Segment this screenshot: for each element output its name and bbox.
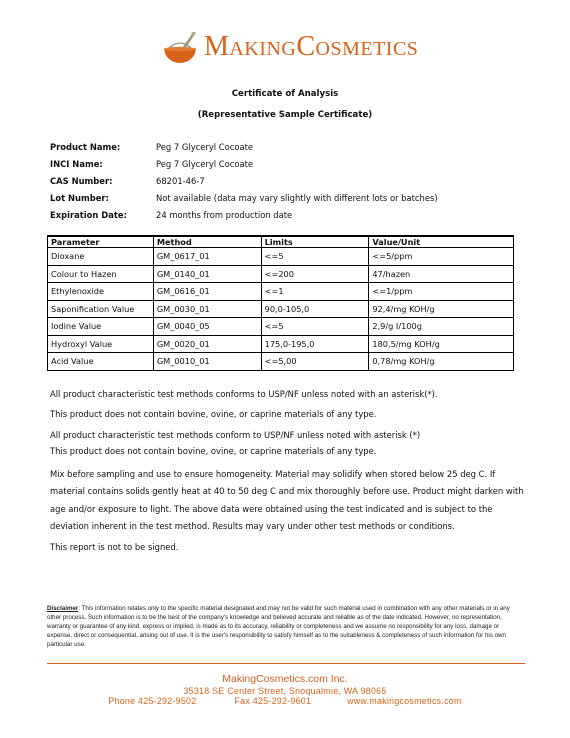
table-cell: 90,0-105,0: [261, 300, 369, 318]
product-info: [50, 138, 438, 223]
table-cell: 2,9/g I/100g: [369, 318, 514, 336]
info-label: Product Name:: [50, 141, 121, 152]
table-row: [48, 318, 514, 336]
table-row: [48, 248, 514, 266]
info-label: Expiration Date:: [50, 209, 127, 220]
table-cell: Iodine Value: [48, 318, 154, 336]
signature-note: This report is not to be signed.: [50, 542, 179, 552]
column-header: Method: [153, 236, 261, 248]
usp-note-repeat: All product characteristic test methods conform to USP/NF unless noted with asterisk (*): [50, 430, 421, 440]
table-cell: GM_0020_01: [153, 335, 261, 353]
table-cell: GM_0617_01: [153, 248, 261, 266]
table-row: [48, 283, 514, 301]
bovine-statement-repeat: This product does not contain bovine, ovine, or caprine materials of any type.: [50, 446, 377, 456]
info-label: CAS Number:: [50, 175, 113, 186]
footer-contacts: [0, 696, 570, 706]
handling-instructions: Mix before sampling and use to ensure homogeneity. Material may solidify when stored below 25 deg C. If material contains solids gently heat at 40 to 50 deg C and mix thoroughly before use. Product might darken with age and/or exposure to light. The above data were obtained using the test indicated and is subject to the deviation inherent in the test method. Results may vary under other test methods or conditions.: [50, 469, 524, 531]
table-cell: <=5/ppm: [369, 248, 514, 266]
table-cell: Colour to Hazen: [48, 265, 154, 283]
column-header: Parameter: [48, 236, 154, 248]
table-cell: Dioxane: [48, 248, 154, 266]
table-cell: Acid Value: [48, 353, 154, 371]
info-value: 24 months from production date: [156, 209, 293, 220]
brand-logo: [160, 28, 418, 66]
brand-name: MakingCosmetics: [204, 31, 419, 62]
footer-phone: Phone 425-292-9502: [108, 696, 197, 706]
info-value: Peg 7 Glyceryl Cocoate: [156, 158, 254, 169]
table-cell: <=5: [261, 318, 369, 336]
table-cell: GM_0616_01: [153, 283, 261, 301]
info-row-expiration-date: [50, 206, 438, 223]
table-row: [48, 335, 514, 353]
mortar-and-pestle-logo-icon: [160, 28, 200, 66]
column-header: Value/Unit: [369, 236, 514, 248]
table-cell: <=5: [261, 248, 369, 266]
table-cell: <=200: [261, 265, 369, 283]
bovine-statement: This product does not contain bovine, ovine, or caprine materials of any type.: [50, 409, 377, 419]
footer-address: 35318 SE Center Street, Snoqualmie, WA 98065: [183, 686, 387, 696]
table-cell: GM_0140_01: [153, 265, 261, 283]
table-cell: GM_0040_05: [153, 318, 261, 336]
usp-note: All product characteristic test methods conforms to USP/NF unless noted with an asterisk(*).: [50, 389, 438, 399]
table-cell: 0,78/mg KOH/g: [369, 353, 514, 371]
table-header-row: [48, 236, 514, 248]
footer-company: MakingCosmetics.com Inc.: [222, 673, 348, 685]
table-cell: 180,5/mg KOH/g: [369, 335, 514, 353]
disclaimer-label: Disclaimer: [47, 605, 79, 612]
table-cell: Ethylenoxide: [48, 283, 154, 301]
info-value: Peg 7 Glyceryl Cocoate: [156, 141, 254, 152]
table-cell: 47/hazen: [369, 265, 514, 283]
table-cell: <=5,00: [261, 353, 369, 371]
table-row: [48, 300, 514, 318]
info-label: INCI Name:: [50, 158, 103, 169]
table-cell: <=1: [261, 283, 369, 301]
table-row: [48, 353, 514, 371]
table-row: [48, 265, 514, 283]
info-value: Not available (data may vary slightly with different lots or batches): [156, 192, 438, 203]
info-row-product-name: [50, 138, 438, 155]
info-value: 68201-46-7: [156, 175, 205, 186]
table-cell: <=1/ppm: [369, 283, 514, 301]
specification-table: [47, 235, 514, 371]
document-subtitle: (Representative Sample Certificate): [197, 110, 373, 120]
info-row-inci-name: [50, 155, 438, 172]
table-cell: GM_0010_01: [153, 353, 261, 371]
info-row-cas-number: [50, 172, 438, 189]
table-cell: GM_0030_01: [153, 300, 261, 318]
footer-website-link[interactable]: www.makingcosmetics.com: [347, 696, 462, 706]
table-cell: 92,4/mg KOH/g: [369, 300, 514, 318]
table-cell: Saponification Value: [48, 300, 154, 318]
column-header: Limits: [261, 236, 369, 248]
footer-divider: [47, 663, 525, 664]
disclaimer: [47, 604, 525, 649]
table-cell: 175,0-195,0: [261, 335, 369, 353]
info-row-lot-number: [50, 189, 438, 206]
table-cell: Hydroxyl Value: [48, 335, 154, 353]
disclaimer-text: : This information relates only to the specific material designated and may not be valid for such material used in combination with any other materials or in any other process. Such information is to be the best of the company's knowledge and believed accurate and reliable as of the date indicated. However, no representation, warranty or guarantee of any kind, express or implied, is made as to its accuracy, reliability or completeness and we assume no responsibility for any loss, damage or expense, direct or consequential, arising out of use. It is the user's responsibility to satisfy himself as to the suitableness & completeness of such information for his own particular use.: [47, 605, 510, 649]
document-title: Certificate of Analysis: [231, 89, 339, 99]
footer-fax: Fax 425-292-9601: [234, 696, 312, 706]
info-label: Lot Number:: [50, 192, 109, 203]
